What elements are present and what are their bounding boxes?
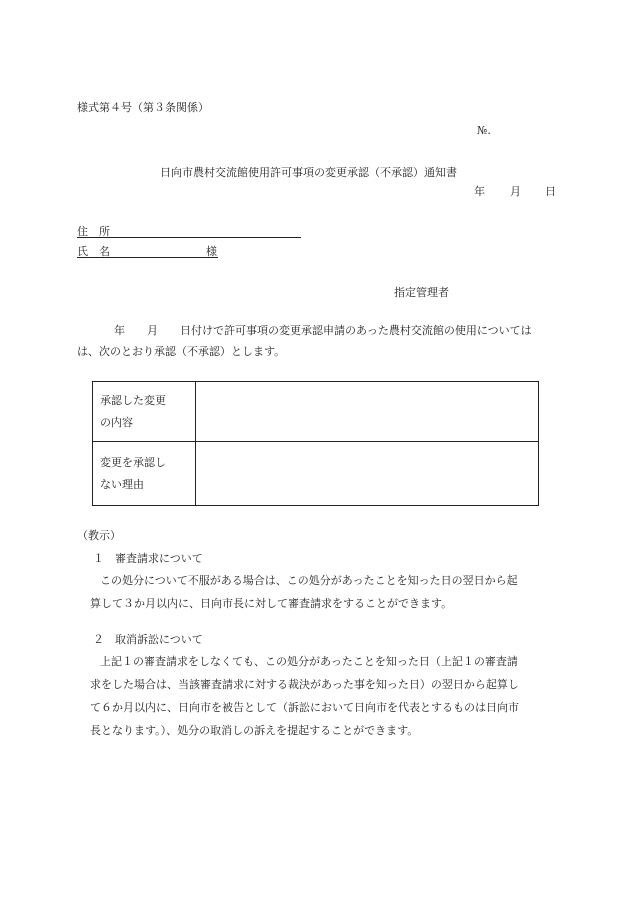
change-approval-table — [92, 381, 539, 506]
notice-item-1-line-1: この処分について不服がある場合は、この処分があったことを知った日の翌日から起 — [100, 574, 518, 587]
date-day-label: 日 — [545, 185, 556, 198]
notice-item-1-title: １ 審査請求について — [93, 552, 203, 565]
rejection-reason-label-line-1: 変更を承認し — [100, 455, 166, 469]
name-underline — [77, 257, 218, 258]
notice-item-2-line-1: 上記１の審査請求をしなくても、この処分があったことを知った日（上記１の審査請 — [100, 655, 518, 668]
document-title: 日向市農村交流館使用許可事項の変更承認（不承認）通知書 — [160, 166, 457, 179]
notice-heading: （教示） — [77, 529, 121, 542]
issuer-label: 指定管理者 — [394, 286, 449, 299]
notice-item-2-line-2: 求をした場合は、当該審査請求に対する裁決があった事を知った日）の翌日から起算し — [90, 678, 519, 691]
approved-change-content-cell — [196, 382, 539, 442]
notice-item-1-line-2: 算して３か月以内に、日向市長に対して審査請求をすることができます。 — [90, 597, 453, 610]
date-year-label: 年 — [474, 185, 485, 198]
notice-item-2-line-4: 長となります。）、処分の取消しの訴えを提起することができます。 — [90, 724, 419, 737]
intro-line-1: 年 月 日付けで許可事項の変更承認申請のあった農村交流館の使用については — [114, 324, 532, 337]
address-underline — [77, 237, 301, 238]
rejection-reason-label-cell — [93, 442, 196, 506]
approved-change-label-cell — [93, 382, 196, 442]
approved-change-label-line-1: 承認した変更 — [100, 393, 166, 407]
rejection-reason-content-cell — [196, 442, 539, 506]
approved-change-label-line-2: の内容 — [100, 415, 133, 429]
notice-item-2-line-3: て６か月以内に、日向市を被告として（訴訟において日向市を代表とするものは日向市 — [90, 701, 519, 714]
rejection-reason-label-line-2: ない理由 — [100, 477, 144, 491]
honorific-label: 様 — [206, 245, 217, 258]
form-number: 様式第４号（第３条関係） — [77, 101, 209, 114]
date-month-label: 月 — [510, 185, 521, 198]
table-row — [93, 442, 539, 506]
name-label: 氏 名 — [77, 245, 110, 258]
notice-item-2-title: ２ 取消訴訟について — [93, 633, 203, 646]
table-row — [93, 382, 539, 442]
document-number-label: №. — [477, 124, 491, 137]
address-label: 住 所 — [77, 225, 110, 238]
intro-line-2: は、次のとおり承認（不承認）とします。 — [77, 345, 286, 358]
